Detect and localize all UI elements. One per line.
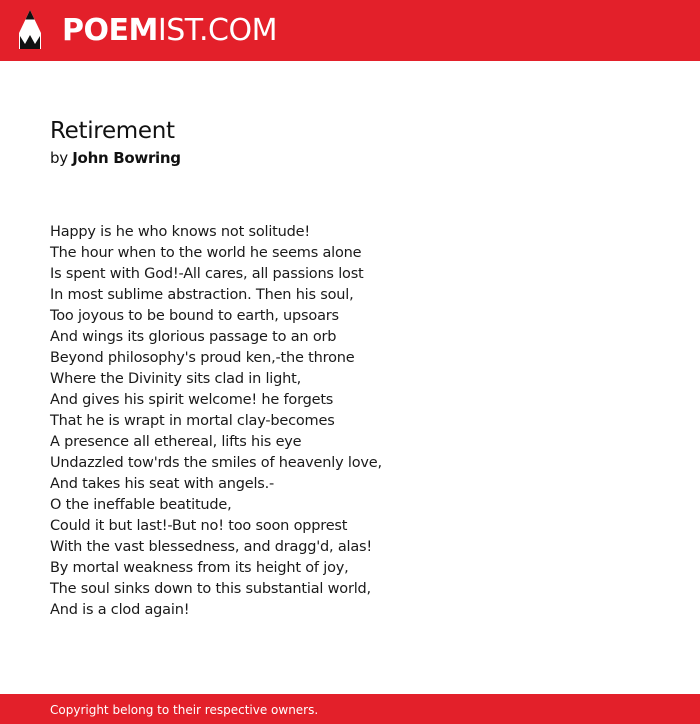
copyright-notice: Copyright belong to their respective owners. — [50, 703, 319, 717]
poem-line: The soul sinks down to this substantial world, — [50, 581, 371, 597]
poem-body — [50, 222, 650, 621]
byline-prefix: by — [50, 149, 68, 167]
site-brand[interactable] — [62, 13, 277, 49]
poem-line: Beyond philosophy's proud ken,-the throne — [50, 350, 355, 366]
poem-line: And gives his spirit welcome! he forgets — [50, 392, 334, 408]
pencil-logo-icon[interactable] — [17, 9, 43, 51]
poem-title: Retirement — [50, 118, 175, 144]
poem-line: Could it but last!-But no! too soon opprest — [50, 518, 348, 534]
poem-line: Happy is he who knows not solitude! — [50, 224, 310, 240]
poem-line: Is spent with God!-All cares, all passions lost — [50, 266, 364, 282]
poem-line: And is a clod again! — [50, 602, 190, 618]
author-name: John Bowring — [72, 149, 181, 167]
poem-line: Where the Divinity sits clad in light, — [50, 371, 302, 387]
poem-line: That he is wrapt in mortal clay-becomes — [50, 413, 335, 429]
poem-line: And wings its glorious passage to an orb — [50, 329, 337, 345]
poem-line: With the vast blessedness, and dragg'd, alas! — [50, 539, 373, 555]
poem-line: The hour when to the world he seems alone — [50, 245, 362, 261]
site-header — [0, 0, 700, 61]
poem-line: Undazzled tow'rds the smiles of heavenly love, — [50, 455, 382, 471]
poem-line: By mortal weakness from its height of joy, — [50, 560, 349, 576]
brand-light-text: IST.COM — [157, 13, 277, 48]
site-footer — [0, 694, 700, 724]
brand-bold-text: POEM — [62, 13, 158, 48]
poem-line: And takes his seat with angels.- — [50, 476, 275, 492]
poem-line: O the ineffable beatitude, — [50, 497, 232, 513]
poem-line: A presence all ethereal, lifts his eye — [50, 434, 302, 450]
poem-line: Too joyous to be bound to earth, upsoars — [50, 308, 339, 324]
poem-content — [50, 116, 650, 621]
poem-line: In most sublime abstraction. Then his soul, — [50, 287, 354, 303]
poem-byline — [50, 146, 650, 170]
